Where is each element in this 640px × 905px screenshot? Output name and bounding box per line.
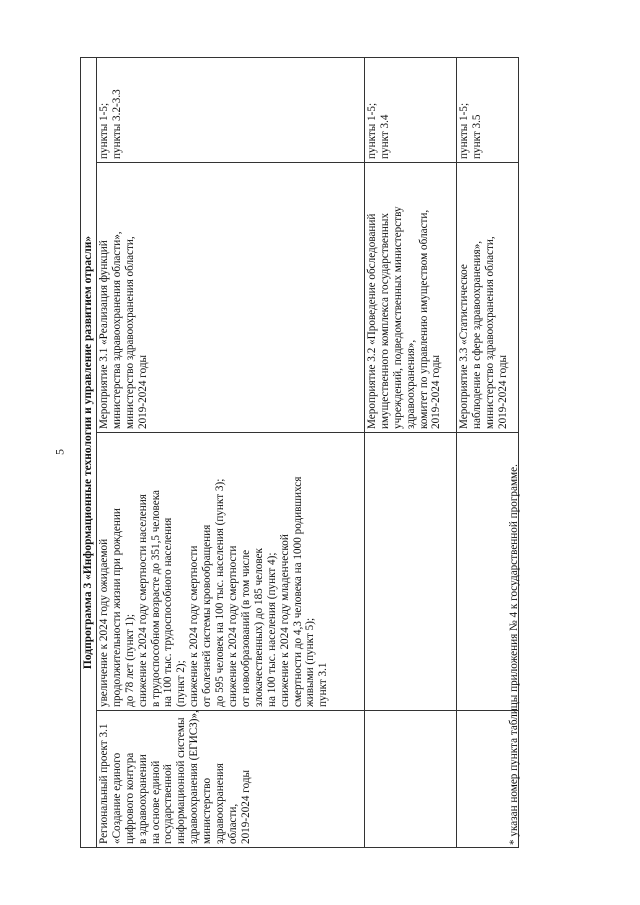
cell-text-line: министерство здравоохранения области, [483,236,496,429]
cell-text-line: информационной системы [175,717,188,844]
cell-text-line: до 595 человек на 100 тыс. населения (пункт 3); [214,478,227,707]
subprogram-title: Подпрограмма 3 «Информационные технологии и управление развитием отрасли» [81,57,97,847]
cell-text-line: Региональный проект 3.1 [97,723,110,844]
cell-text-line: 2019-2024 годы [136,354,149,429]
cell-text-line: снижение к 2024 году смертности населения [136,494,149,707]
cell-text-line: увеличение к 2024 году ожидаемой [97,538,110,707]
cell-text-line: смертности до 4,3 человека на 1000 родившихся [291,476,304,707]
cell-text-line: Мероприятие 3.3 «Статистическое [457,264,470,429]
cell-text-line: пункты 1-5; [97,102,110,159]
cell-text-line: Мероприятие 3.2 «Проведение обследований [365,213,378,429]
cell-text-line: пункт 3.5 [470,114,483,159]
cell-text-line: пункт 3.4 [378,114,391,159]
cell-text-line: злокачественных) до 185 человек [252,548,265,707]
cell-text-line: наблюдение в сфере здравоохранения», [470,240,483,429]
cell-text-line: продолжительности жизни при рождении [110,508,123,707]
cell-text-line: от новообразований (в том числе [239,549,252,707]
cell-text-line: области, [226,803,239,844]
cell-text-line: Мероприятие 3.1 «Реализация функций [97,240,110,429]
cell-text-line: на 100 тыс. трудоспособного населения [162,517,175,707]
program-table [80,57,519,848]
cell-text-line: от болезней системы кровообращения [201,524,214,707]
table-header-row [81,57,97,847]
cell-text-line: пункты 3.2-3.3 [110,89,123,159]
footnote: * указан номер пункта таблицы приложения № 4 к государственной программе. [508,464,520,845]
cell-text-line: снижение к 2024 году смертности [188,545,201,707]
cell-text-line: живыми (пункт 5); [304,617,317,707]
cell-text-line: здравоохранения [214,763,227,844]
cell-text-line: (пункт 2); [175,660,188,707]
cell-text-line: комитет по управлению имуществом области, [417,209,430,429]
cell-text-line: на основе единой [149,760,162,844]
cell-text-line: министерство [201,777,214,844]
reference-cell [96,57,364,162]
cell-text-line: министерство здравоохранения области, [123,236,136,429]
cell-text-line: 2019-2024 годы [496,354,509,429]
cell-text-line: министерства здравоохранения области», [110,231,123,429]
cell-text-line: учреждений, подведомственных министерству [391,206,404,429]
cell-text-line: в здравоохранении [136,754,149,844]
rotated-page-content [80,58,600,848]
table-row [364,57,456,847]
cell-text-line: пункт 3.1 [317,662,330,707]
measure-cell [96,163,364,433]
cell-text-line: имущественного комплекса государственных [378,213,391,429]
cell-text-line: здравоохранения (ЕГИСЗ)», [188,710,201,844]
cell-text-line: цифрового контура [123,752,136,844]
cell-text-line: снижение к 2024 году младенческой [278,534,291,707]
cell-text-line: до 78 лет (пункт 1); [123,614,136,707]
indicators-cell [364,433,456,711]
indicators-cell [96,433,364,711]
cell-text-line: 2019-2024 годы [239,769,252,844]
project-cell [96,711,364,848]
cell-text-line: в трудоспособном возрасте до 351,5 человека [149,490,162,707]
page-number: 5 [52,449,67,455]
cell-text-line: «Создание единого [110,752,123,844]
cell-text-line: 2019-2024 годы [430,354,443,429]
cell-text-line: здравоохранения», [404,339,417,429]
reference-cell [364,57,456,162]
table-row [96,57,364,847]
project-cell [364,711,456,848]
cell-text-line: на 100 тыс. населения (пункт 4); [265,552,278,707]
cell-text-line: пункты 1-5; [365,102,378,159]
cell-text-line: государственной [162,764,175,844]
cell-text-line: пункты 1-5; [457,102,470,159]
measure-cell [364,163,456,433]
cell-text-line: снижение к 2024 году смертности [226,545,239,707]
